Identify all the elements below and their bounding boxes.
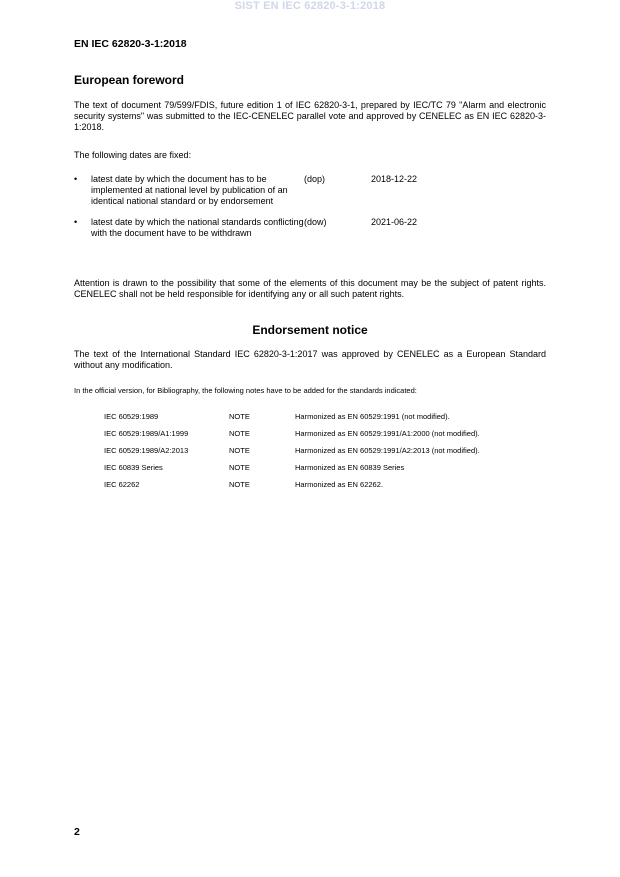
standard-ref: IEC 60529:1989/A1:1999 [104, 429, 189, 438]
date-description: latest date by which the document has to be implemented at national level by publication of an identical national standard or by endorsement [91, 174, 288, 207]
standard-ref: IEC 60529:1989 [104, 412, 159, 421]
date-value: 2021-06-22 [371, 216, 418, 227]
bibliography-row [104, 412, 480, 429]
document-id: EN IEC 62820-3-1:2018 [74, 38, 187, 50]
patent-attention: Attention is drawn to the possibility that some of the elements of this document may be the subject of patent rights. CENELEC shall not be held responsible for identifying any or all such patent rights. [74, 278, 546, 300]
bibliography-row [104, 446, 480, 463]
endorsement-heading: Endorsement notice [252, 323, 368, 337]
bullet: • [74, 174, 78, 184]
harmonized-text: Harmonized as EN 62262. [295, 480, 383, 489]
date-abbreviation: (dow) [304, 216, 327, 227]
note-label: NOTE [229, 412, 250, 421]
bibliography-row [104, 429, 480, 446]
bibliography-row [104, 463, 480, 480]
note-label: NOTE [229, 480, 250, 489]
note-label: NOTE [229, 429, 250, 438]
date-value: 2018-12-22 [371, 174, 418, 184]
harmonized-text: Harmonized as EN 60529:1991/A2:2013 (not modified). [295, 446, 480, 455]
foreword-heading: European foreword [74, 73, 185, 87]
standard-ref: IEC 62262 [104, 480, 140, 489]
dates-list [74, 174, 546, 248]
foreword-intro: The text of document 79/599/FDIS, future edition 1 of IEC 62820-3-1, prepared by IEC/TC 79 "Alarm and electronic security systems" was submitted to the IEC-CENELEC parallel vote and approved by CENELEC as EN IEC 62820-3-1:2018. [74, 100, 546, 133]
page-number: 2 [74, 826, 80, 838]
date-abbreviation: (dop) [304, 174, 326, 184]
harmonized-text: Harmonized as EN 60529:1991/A1:2000 (not modified). [295, 429, 480, 438]
standard-ref: IEC 60839 Series [104, 463, 163, 472]
note-label: NOTE [229, 463, 250, 472]
harmonized-text: Harmonized as EN 60529:1991 (not modified). [295, 412, 450, 421]
note-label: NOTE [229, 446, 250, 455]
date-item-dop [74, 174, 546, 208]
standard-ref: IEC 60529:1989/A2:2013 [104, 446, 189, 455]
bibliography-intro: In the official version, for Bibliography, the following notes have to be added for the standards indicated: [74, 386, 417, 395]
bibliography-row [104, 480, 480, 497]
dates-intro: The following dates are fixed: [74, 150, 192, 160]
date-item-dow [74, 217, 546, 239]
harmonized-text: Harmonized as EN 60839 Series [295, 463, 405, 472]
watermark: SIST EN IEC 62820-3-1:2018 [234, 0, 386, 12]
bibliography-list [104, 412, 480, 497]
date-description: latest date by which the national standards conflicting with the document have to be withdrawn [91, 216, 304, 238]
endorsement-text: The text of the International Standard IEC 62820-3-1:2017 was approved by CENELEC as a European Standard without any modification. [74, 349, 546, 371]
bullet: • [74, 216, 78, 227]
